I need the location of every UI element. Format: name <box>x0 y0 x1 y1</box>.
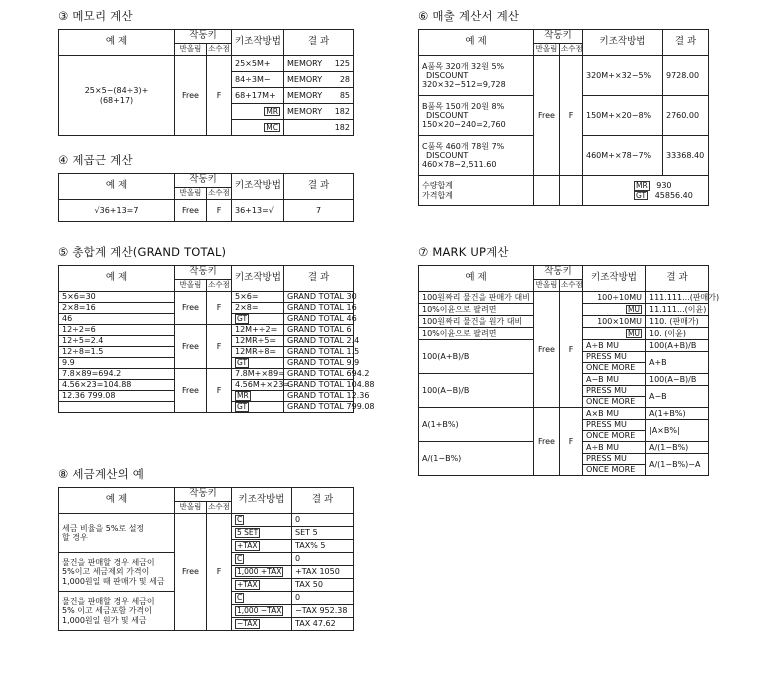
col-method: 키조작방법 <box>232 30 284 56</box>
sqrt-table: 예 제 작동키 키조작방법 결 과 반올림 소수점 √36+13=7 Free F 36+13=√ 7 <box>58 173 354 222</box>
col-key: 작동키 <box>175 30 232 44</box>
example-cell: 세금 비율을 5%로 설정 할 경우 <box>59 514 175 553</box>
section-sales-invoice <box>418 8 709 206</box>
result-cell: MEMORY 125 <box>284 56 354 72</box>
decimal-cell: F <box>207 200 232 222</box>
section-title: ⑤ 총합계 계산(GRAND TOTAL) <box>58 245 227 259</box>
method-cell: 25×5M+ <box>232 56 284 72</box>
method-cell: MR <box>232 104 284 120</box>
example-cell: A품목 320개 32원 5% DISCOUNT 320×32−512=9,728 <box>419 56 534 96</box>
method-cell: 84÷3M− <box>232 72 284 88</box>
section-title: ⑧ 세금계산의 예 <box>58 467 145 481</box>
decimal-cell: F <box>207 56 232 136</box>
section-tax <box>58 466 354 631</box>
example-cell: C품목 460개 78원 7% DISCOUNT 460×78−2,511.60 <box>419 136 534 176</box>
example-cell: 5×6=30 <box>59 292 175 303</box>
grand-total-table: 예 제 작동키 키조작방법 결 과 반올림 소수점 5×6=30 Free F 5×6= GRAND TOTAL 30 2×8=16 2×8= GRAND TOTAL 16 46 GT GRAND TOTAL 46 12÷2=6 Free F 12M+÷2= GRAND TOTAL 6 12÷5=2.4 12MR÷5= GRAND TOTAL 2.4 12÷8=1.5 12MR÷8= GRAND TOTAL 1.5 9.9 GT GRAND TOTAL 9.9 7.8×89=694.2 Free F 7.8M+×89= GRAND TOTAL 694.2 4.56×23=104.88 4.56M+×23= GRAND TOTAL 104.88 12.36 799.08 MR GRAND TOTAL 12.36 GT GRAND TOTAL 799.08 <box>58 265 354 413</box>
section-title: ④ 제곱근 계산 <box>58 153 133 167</box>
result-cell: MEMORY 85 <box>284 88 354 104</box>
col-example: 예 제 <box>59 30 175 56</box>
markup-table: 예 제 작동키 키조작방법 결 과 반올림 소수점 100원짜리 물건을 판매가 대비 Free F 100÷10MU 111.111...(판매가) 10%이윤으로 팔려면 MU 11.111...(이윤) 100원짜리 물건을 원가 대비 100×10MU 110. (판매가) 10%이윤으로 팔려면 MU 10. (이윤) 100(A+B)/B A÷B MU 100(A+B)/B PRESS MU A+B ONCE MORE 100(A−B)/B A−B MU 100(A−B)/B PRESS MU A−B ONCE MORE A(1+B%) Free F A×B MU A(1+B%) PRESS MU |A×B%| ONCE MORE A/(1−B%) A÷B MU A/(1−B%) PRESS MU A/(1−B%)−A ONCE MORE <box>418 265 709 476</box>
col-round: 반올림 <box>175 44 207 56</box>
section-title: ③ 메모리 계산 <box>58 9 133 23</box>
example-cell: 물건을 판매할 경우 세금이 5%이고 세금제외 가격이 1,000원일 때 판매가 및 세금 <box>59 553 175 592</box>
round-cell: Free <box>175 56 207 136</box>
sales-invoice-table: 예 제 작동키 키조작방법 결 과 반올림 소수점 A품목 320개 32원 5% DISCOUNT 320×32−512=9,728 Free F 320M+×32−5% 9728.00 B품목 150개 20원 8% DISCOUNT 150×20−240=2,760 150M+×20−8% 2760.00 C품목 460개 78원 7% DISCOUNT 460×78−2,511.60 460M+×78−7% 33368.40 수량합계 가격합계 MR 930 GT 45856.40 <box>418 29 709 206</box>
section-sqrt <box>58 152 354 222</box>
section-title: ⑦ MARK UP계산 <box>418 245 509 259</box>
result-cell: MEMORY 182 <box>284 104 354 120</box>
memory-table <box>58 29 354 136</box>
totals-cell: MR 930 GT 45856.40 <box>583 176 709 206</box>
method-cell: MC <box>232 120 284 136</box>
example-cell: √36+13=7 <box>59 200 175 222</box>
example-cell: B품목 150개 20원 8% DISCOUNT 150×20−240=2,760 <box>419 96 534 136</box>
result-cell: 182 <box>284 120 354 136</box>
example-cell: 25×5−(84÷3)+ (68+17) <box>59 56 175 136</box>
section-title: ⑥ 매출 계산서 계산 <box>418 9 520 23</box>
method-cell: 68+17M+ <box>232 88 284 104</box>
col-decimal: 소수점 <box>207 44 232 56</box>
example-cell: 물건을 판매할 경우 세금이 5% 이고 세금포함 가격이 1,000원일 원가 및 세금 <box>59 592 175 631</box>
col-result: 결 과 <box>284 30 354 56</box>
result-cell: MEMORY 28 <box>284 72 354 88</box>
section-grand-total <box>58 244 375 413</box>
tax-table: 예 제 작동키 키조작방법 결 과 반올림 소수점 세금 비율을 5%로 설정 할 경우 Free F C 0 5 SET SET 5 +TAX TAX% 5 물건을 판매할 경우 세금이 5%이고 세금제외 가격이 1,000원일 때 판매가 및 세금 C 0 1,000 +TAX +TAX 1050 +TAX TAX 50 물건을 판매할 경우 세금이 5% 이고 세금포함 가격이 1,000원일 원가 및 세금 C 0 1,000 −TAX −TAX 952.38 −TAX TAX 47.62 <box>58 487 354 631</box>
result-cell: 7 <box>284 200 354 222</box>
section-markup <box>418 244 720 476</box>
round-cell: Free <box>175 200 207 222</box>
example-cell: 수량합계 가격합계 <box>419 176 534 206</box>
section-memory <box>58 8 354 136</box>
method-cell: 36+13=√ <box>232 200 284 222</box>
